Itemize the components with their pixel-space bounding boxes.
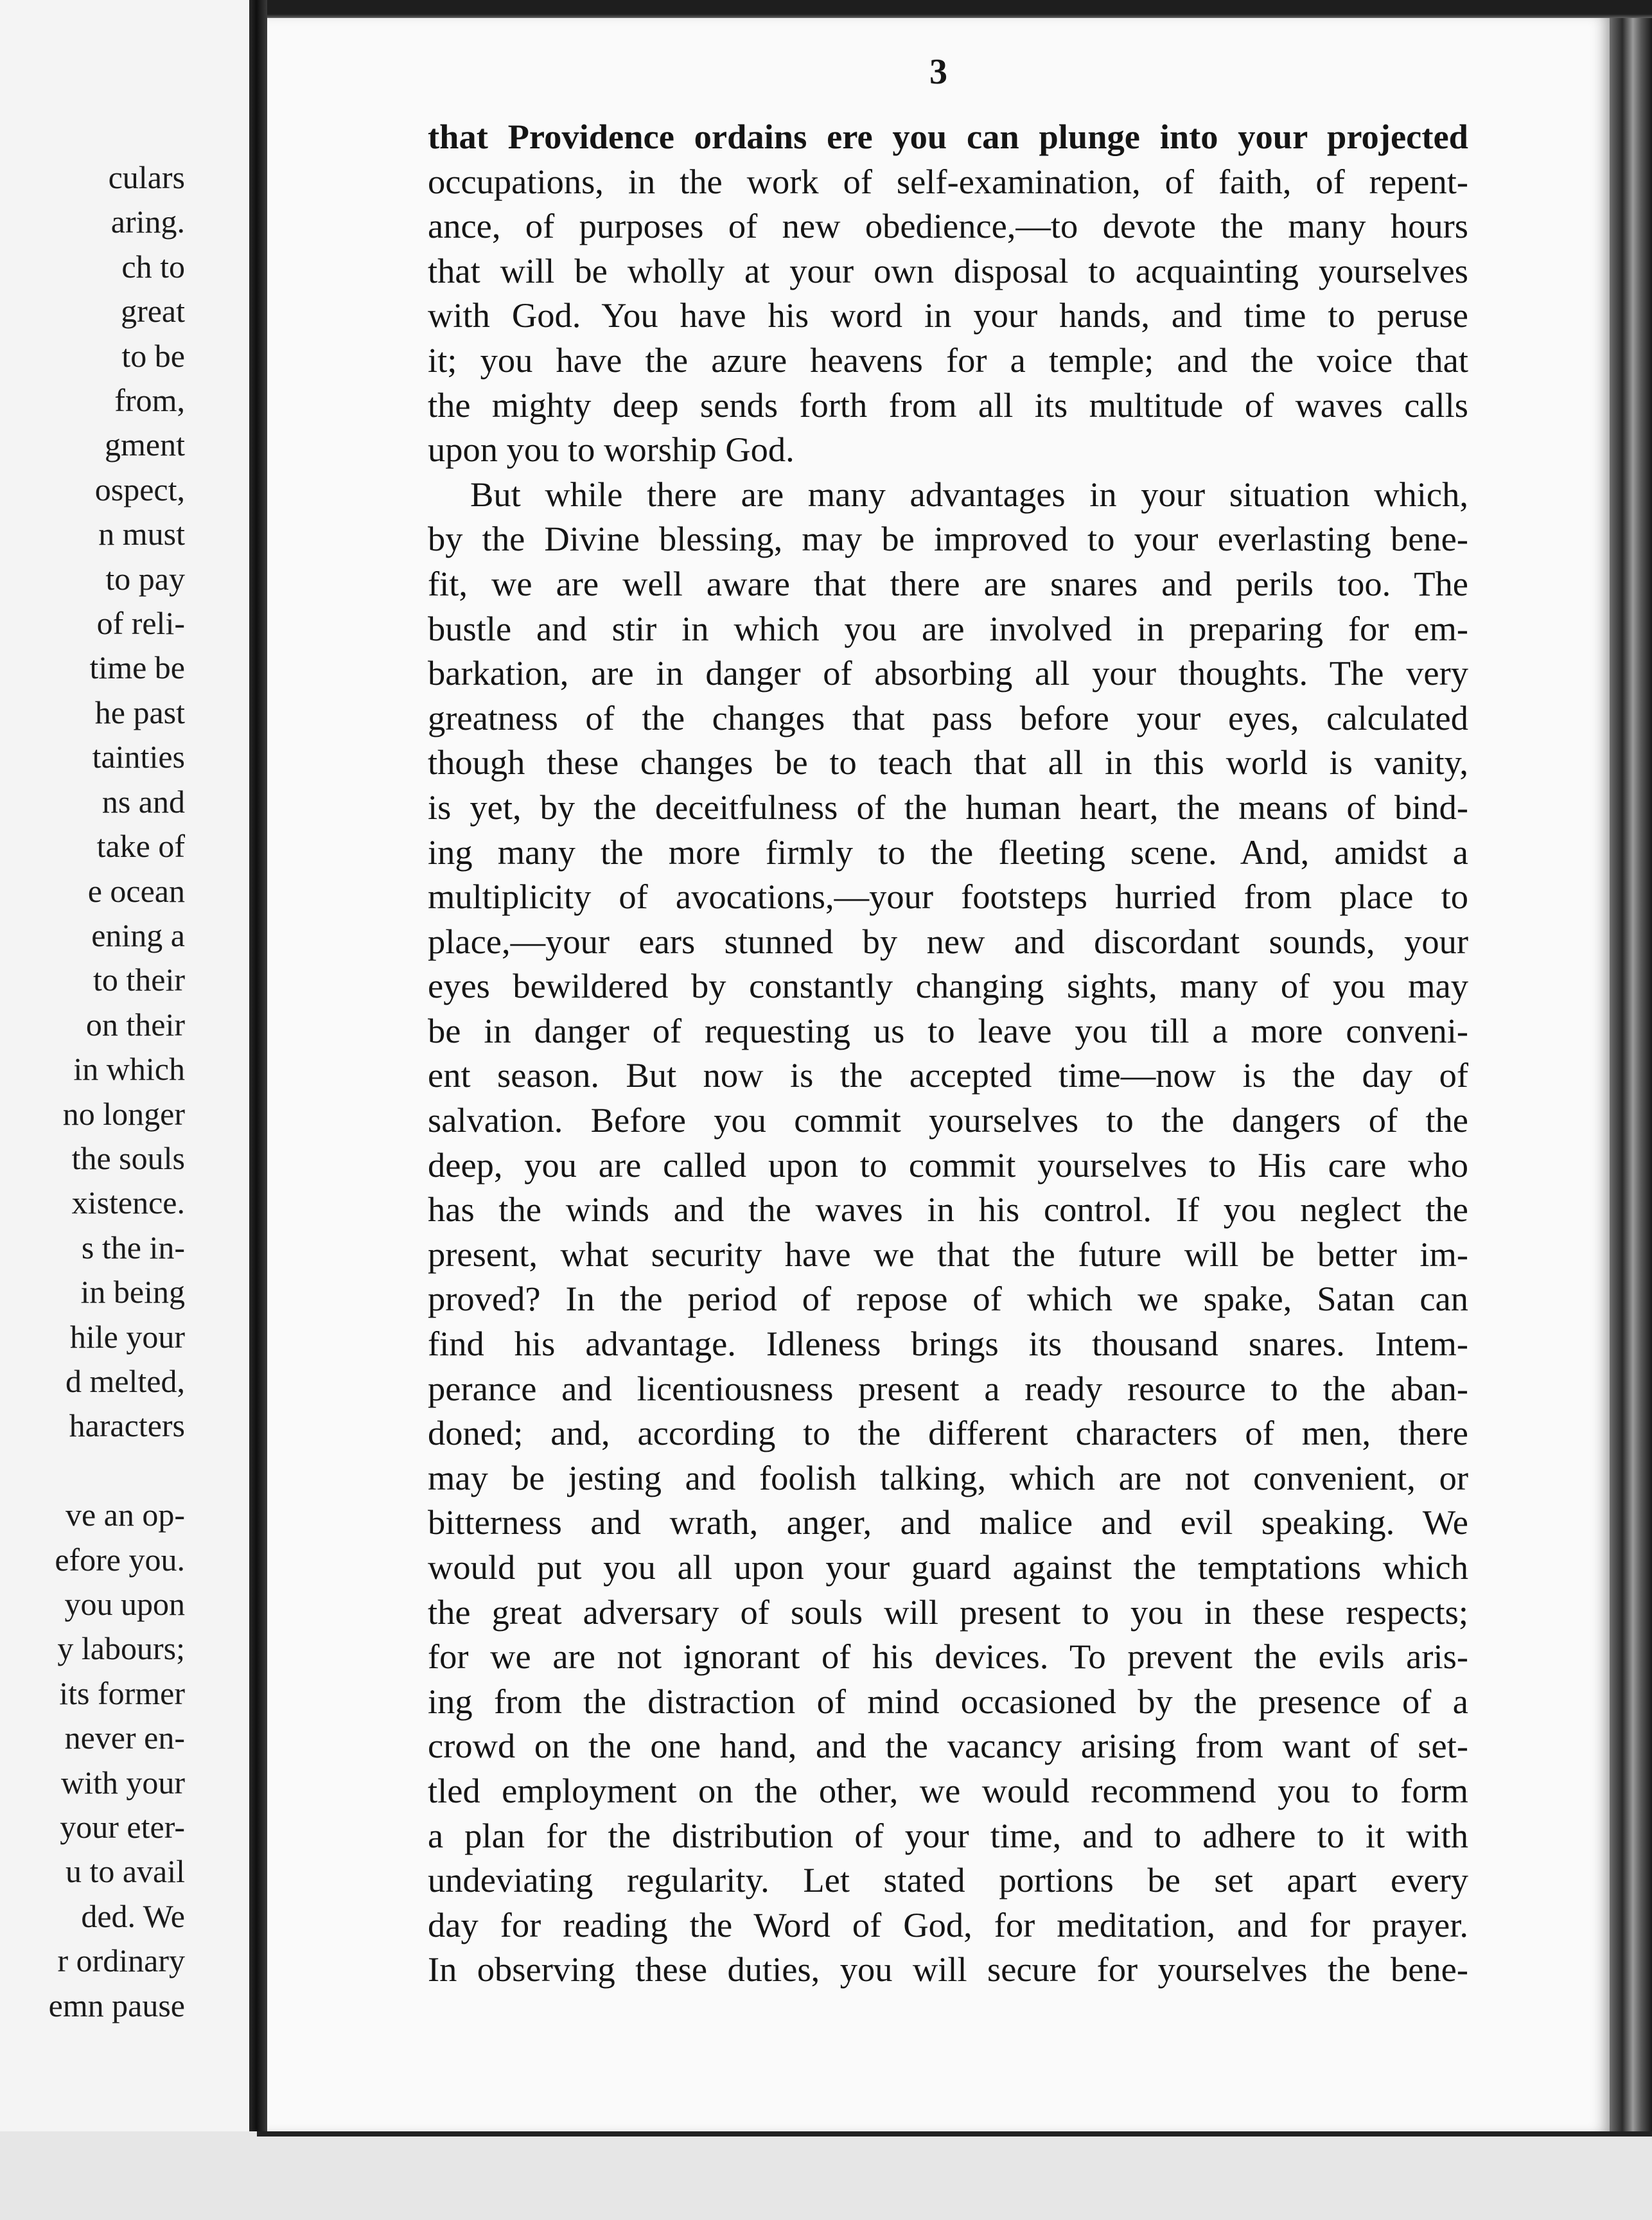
body-text-line: ent season. But now is the accepted time—now is the day of [428, 1055, 1468, 1095]
body-text-line: greatness of the changes that pass before your eyes, calculated [428, 698, 1468, 737]
left-facing-page [0, 0, 249, 2131]
book-gutter [249, 0, 267, 2131]
left-page-line: emn pause [48, 1987, 185, 2023]
body-text-line: is yet, by the deceitfulness of the human heart, the means of bind- [428, 787, 1468, 827]
left-page-line: in which [73, 1051, 185, 1088]
body-text-line: ing many the more firmly to the fleeting scene. And, amidst a [428, 832, 1468, 872]
body-text-line: bustle and stir in which you are involved in preparing for em- [428, 608, 1468, 648]
body-text-line: crowd on the one hand, and the vacancy arising from want of set- [428, 1726, 1468, 1766]
body-text-line: has the winds and the waves in his control. If you neglect the [428, 1190, 1468, 1229]
right-page [267, 18, 1610, 2131]
left-page-line: its former [59, 1675, 185, 1711]
left-page-line: you upon [64, 1585, 185, 1622]
body-text-line: that will be wholly at your own disposal to acquainting yourselves [428, 251, 1468, 290]
body-text-line: may be jesting and foolish talking, which are not convenient, or [428, 1458, 1468, 1497]
body-text-line: fit, we are well aware that there are snares and perils too. The [428, 563, 1468, 603]
body-text-line: bitterness and wrath, anger, and malice and evil speaking. We [428, 1502, 1468, 1542]
body-text-line: though these changes be to teach that all in this world is vanity, [428, 743, 1468, 782]
left-page-line: of reli- [96, 605, 185, 642]
left-page-line: the souls [71, 1140, 185, 1176]
body-text-line: ance, of purposes of new obedience,—to devote the many hours [428, 206, 1468, 246]
body-text-line: find his advantage. Idleness brings its thousand snares. Intem- [428, 1324, 1468, 1364]
left-page-line: from, [114, 382, 185, 419]
left-page-line: with your [60, 1764, 185, 1801]
body-text-line: ing from the distraction of mind occasioned by the presence of a [428, 1681, 1468, 1721]
left-page-line: d melted, [65, 1362, 185, 1399]
body-text-line: eyes bewildered by constantly changing sights, many of you may [428, 966, 1468, 1006]
body-text-line: proved? In the period of repose of which we spake, Satan can [428, 1279, 1468, 1319]
left-page-line: ded. We [81, 1898, 185, 1934]
left-page-line: efore you. [55, 1541, 185, 1578]
left-page-line: n must [98, 516, 185, 552]
scan-bottom-margin [0, 2131, 1652, 2220]
body-text-line: the great adversary of souls will present to you in these respects; [428, 1592, 1468, 1632]
body-text-line: that Providence ordains ere you can plunge into your projected [428, 117, 1468, 156]
body-text-line: salvation. Before you commit yourselves to the dangers of the [428, 1100, 1468, 1140]
body-text-line: multiplicity of avocations,—your footsteps hurried from place to [428, 877, 1468, 917]
left-page-line: to pay [105, 560, 185, 597]
left-page-line: no longer [62, 1095, 185, 1132]
body-text-line: upon you to worship God. [428, 430, 795, 470]
left-page-line: on their [85, 1006, 185, 1043]
body-text-line: In observing these duties, you will secure for yourselves the bene- [428, 1950, 1468, 1989]
body-text-line: occupations, in the work of self-examination, of faith, of repent- [428, 161, 1468, 201]
left-page-line: ch to [121, 248, 185, 285]
body-text-line: by the Divine blessing, may be improved to your everlasting bene- [428, 519, 1468, 559]
left-page-line: u to avail [65, 1853, 185, 1890]
body-text-line: would put you all upon your guard against the temptations which [428, 1547, 1468, 1587]
left-page-line: e ocean [87, 872, 185, 909]
left-page-line: to be [121, 337, 185, 374]
left-page-line: s the in- [81, 1229, 185, 1265]
left-page-line: ve an op- [65, 1497, 185, 1533]
left-page-line: tainties [92, 739, 185, 775]
left-page-line: never en- [64, 1720, 185, 1756]
body-text-line: it; you have the azure heavens for a temple; and the voice that [428, 340, 1468, 380]
body-text-line: day for reading the Word of God, for meditation, and for prayer. [428, 1905, 1468, 1944]
page-bottom-edge [257, 2131, 1652, 2136]
page-stack-edge [1610, 18, 1652, 2157]
page-number: 3 [929, 52, 947, 92]
body-text-line: a plan for the distribution of your time, and to adhere to it with [428, 1815, 1468, 1855]
left-page-line: r ordinary [57, 1943, 185, 1979]
body-text-line: barkation, are in danger of absorbing all your thoughts. The very [428, 653, 1468, 693]
left-page-line: haracters [69, 1407, 185, 1444]
left-page-line: gment [105, 427, 185, 463]
left-page-line: to their [92, 962, 185, 998]
body-text-line: But while there are many advantages in your situation which, [470, 474, 1468, 514]
left-page-line: time be [89, 649, 185, 686]
body-text-line: undeviating regularity. Let stated portions be set apart every [428, 1860, 1468, 1900]
left-page-line: xistence. [71, 1185, 185, 1221]
page-body-text [428, 114, 1468, 1992]
body-text-line: present, what security have we that the future will be better im- [428, 1234, 1468, 1274]
left-page-line: in being [80, 1274, 185, 1310]
body-text-line: be in danger of requesting us to leave you till a more conveni- [428, 1010, 1468, 1050]
body-text-line: with God. You have his word in your hands, and time to peruse [428, 295, 1468, 335]
left-page-line: ening a [91, 917, 185, 953]
left-page-line: ospect, [94, 471, 185, 507]
body-text-line: place,—your ears stunned by new and discordant sounds, your [428, 921, 1468, 961]
left-page-text [0, 155, 185, 2028]
left-page-line: great [121, 293, 185, 330]
left-page-line: he past [94, 694, 185, 730]
left-page-line [0, 1449, 185, 1493]
left-page-line: culars [108, 159, 185, 195]
body-text-line: doned; and, according to the different characters of men, there [428, 1413, 1468, 1453]
left-page-line: aring. [110, 204, 185, 240]
body-text-line: perance and licentiousness present a ready resource to the aban- [428, 1368, 1468, 1408]
left-page-line: ns and [101, 783, 185, 820]
left-page-line: take of [96, 828, 185, 865]
left-page-line: your eter- [60, 1809, 185, 1846]
body-text-line: deep, you are called upon to commit yourselves to His care who [428, 1145, 1468, 1185]
left-page-line: hile your [69, 1318, 185, 1355]
body-text-line: the mighty deep sends forth from all its multitude of waves calls [428, 385, 1468, 425]
left-page-line: y labours; [57, 1630, 185, 1667]
body-text-line: tled employment on the other, we would recommend you to form [428, 1770, 1468, 1810]
body-text-line: for we are not ignorant of his devices. To prevent the evils aris- [428, 1637, 1468, 1677]
